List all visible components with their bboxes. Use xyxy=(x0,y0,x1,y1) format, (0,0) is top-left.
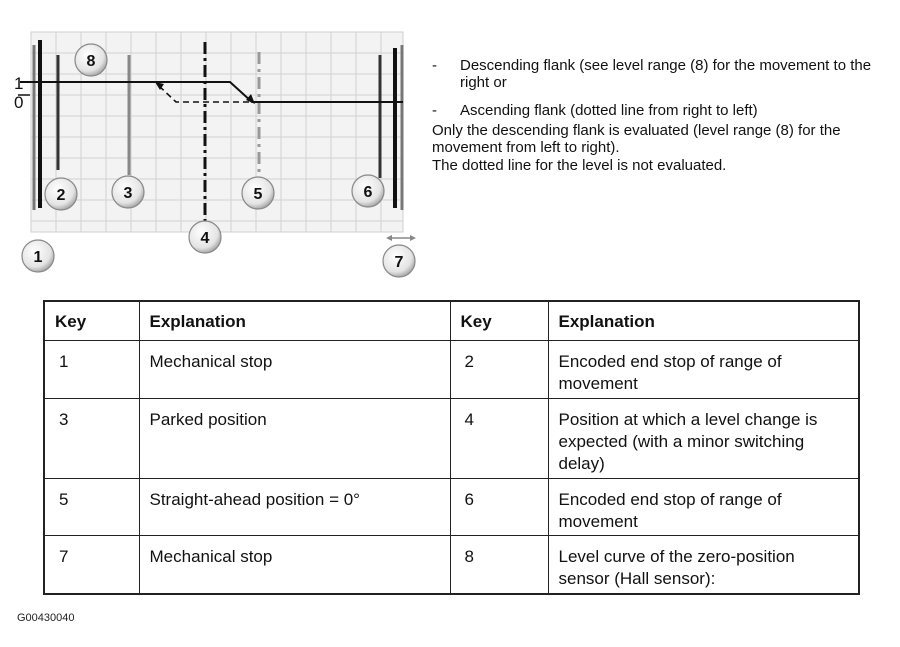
callout-8-label: 8 xyxy=(86,53,96,70)
bullet-dash: - xyxy=(432,57,437,74)
table-header-row xyxy=(44,301,859,341)
cell-explanation: Mechanical stop xyxy=(139,536,450,594)
callout-1-label: 1 xyxy=(33,249,43,266)
cell-key: 4 xyxy=(450,399,548,479)
callout-4 xyxy=(189,221,221,253)
callout-7 xyxy=(383,245,415,277)
cell-key: 6 xyxy=(450,479,548,536)
level-diagram xyxy=(0,0,430,290)
cell-explanation: Position at which a level change is expected (with a minor switching delay) xyxy=(548,399,859,479)
table-row xyxy=(44,536,859,594)
callout-6-label: 6 xyxy=(363,184,373,201)
movement-arrow-left-head xyxy=(386,235,392,241)
bullet-dash: - xyxy=(432,102,437,119)
cell-explanation: Mechanical stop xyxy=(139,341,450,399)
callout-3-label: 3 xyxy=(123,185,133,202)
callout-5 xyxy=(242,177,274,209)
header-explanation: Explanation xyxy=(548,301,859,341)
table-row xyxy=(44,399,859,479)
description-item-text: Descending flank (see level range (8) for the movement to the right or xyxy=(460,57,872,91)
cell-explanation: Encoded end stop of range of movement xyxy=(548,341,859,399)
key-table xyxy=(43,300,860,595)
callout-8 xyxy=(75,44,107,76)
callout-4-label: 4 xyxy=(200,230,210,247)
description-paragraph-evaluation: Only the descending flank is evaluated (level range (8) for the movement from left to right). xyxy=(432,122,841,156)
cell-explanation: Level curve of the zero-position sensor (Hall sensor): xyxy=(548,536,859,594)
callout-6 xyxy=(352,175,384,207)
description-item-descending xyxy=(432,57,892,91)
cell-explanation: Straight-ahead position = 0° xyxy=(139,479,450,536)
description-paragraph-dotted-line: The dotted line for the level is not evaluated. xyxy=(432,157,727,174)
header-explanation: Explanation xyxy=(139,301,450,341)
cell-explanation: Parked position xyxy=(139,399,450,479)
movement-arrow-right-head xyxy=(410,235,416,241)
cell-key: 5 xyxy=(44,479,139,536)
cell-explanation: Encoded end stop of range of movement xyxy=(548,479,859,536)
callout-5-label: 5 xyxy=(253,186,263,203)
cell-key: 2 xyxy=(450,341,548,399)
callout-7-label: 7 xyxy=(394,254,404,271)
figure-id: G00430040 xyxy=(17,612,75,624)
header-key: Key xyxy=(44,301,139,341)
description-item-ascending xyxy=(432,102,892,119)
level-label-1: 1 xyxy=(14,74,24,93)
callout-2 xyxy=(45,178,77,210)
cell-key: 3 xyxy=(44,399,139,479)
cell-key: 1 xyxy=(44,341,139,399)
callout-3 xyxy=(112,176,144,208)
cell-key: 8 xyxy=(450,536,548,594)
table-row xyxy=(44,479,859,536)
callout-2-label: 2 xyxy=(56,187,66,204)
cell-key: 7 xyxy=(44,536,139,594)
table-row xyxy=(44,341,859,399)
level-label-0: 0 xyxy=(14,93,24,112)
description-item-text: Ascending flank (dotted line from right to left) xyxy=(460,102,758,119)
header-key: Key xyxy=(450,301,548,341)
callout-1 xyxy=(22,240,54,272)
